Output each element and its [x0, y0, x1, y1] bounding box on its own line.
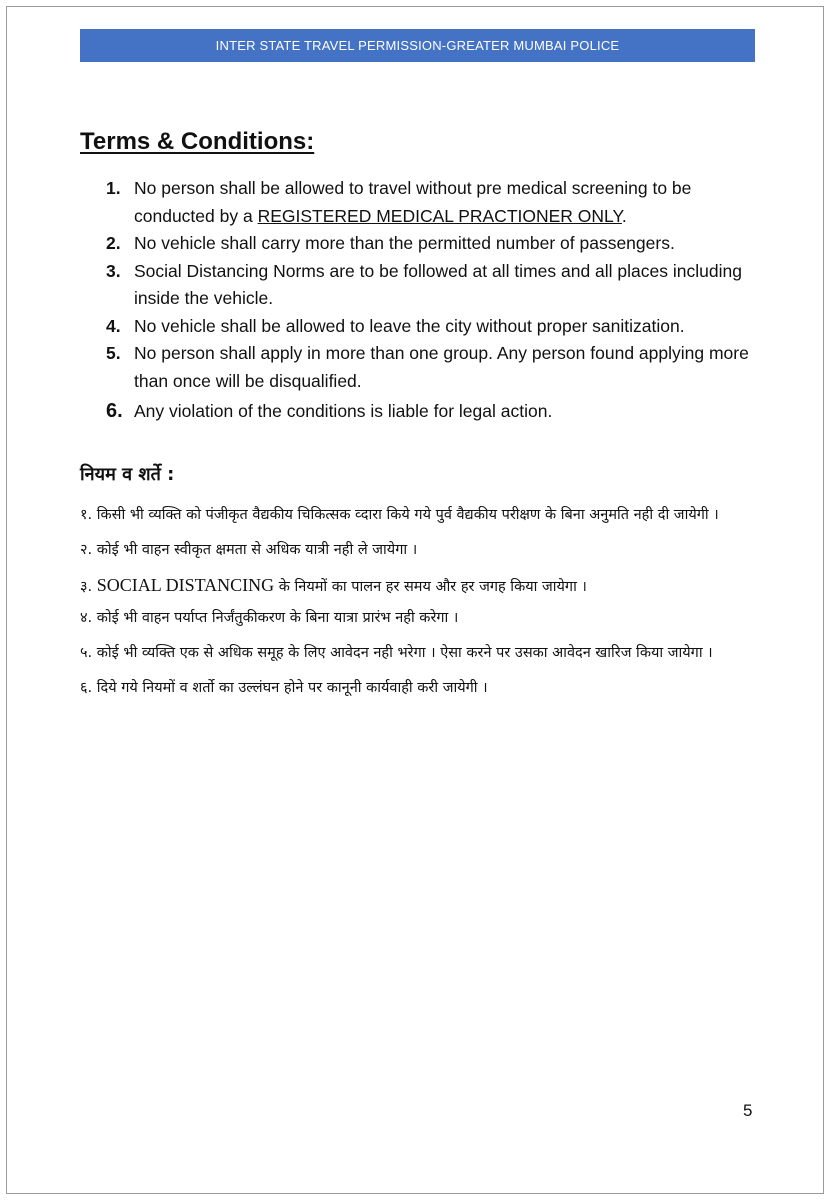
hindi-item-4: [80, 605, 752, 632]
terms-item-text: No vehicle shall be allowed to leave the city without proper sanitization.: [134, 315, 685, 336]
hindi-terms-heading: नियम व शर्ते :: [80, 464, 175, 485]
terms-item-number: 6.: [106, 400, 123, 422]
hindi-item-text: ५. कोई भी व्यक्ति एक से अधिक समूह के लिए आवेदन नही भरेगा । ऐसा करने पर उसका आवेदन खारिज किया जायेगा ।: [80, 645, 713, 661]
terms-item-1: [106, 175, 766, 230]
terms-item-text: No person shall apply in more than one group. Any person found applying more than once will be disqualified.: [134, 343, 749, 391]
terms-item-number: 4.: [106, 315, 121, 336]
terms-item-text: Any violation of the conditions is liable for legal action.: [134, 401, 553, 421]
registered-practitioner-text: REGISTERED MEDICAL PRACTIONER ONLY: [257, 205, 622, 226]
terms-list: [106, 175, 766, 426]
hindi-terms-list: [80, 502, 752, 710]
hindi-item-2: [80, 537, 752, 564]
terms-item-text: No vehicle shall carry more than the permitted number of passengers.: [134, 233, 675, 253]
terms-item-number: 2.: [106, 233, 121, 253]
hindi-item-prefix: ३.: [80, 579, 97, 595]
terms-item-3: [106, 258, 766, 313]
hindi-item-text: १. किसी भी व्यक्ति को पंजीकृत वैद्यकीय चिकित्सक व्दारा किये गये पुर्व वैद्यकीय परीक्षण के बिना अनुमति नही दी जायेगी ।: [80, 507, 719, 523]
page-number: 5: [743, 1101, 753, 1120]
hindi-item-text: २. कोई भी वाहन स्वीकृत क्षमता से अधिक यात्री नही ले जायेगा ।: [80, 542, 418, 558]
terms-item-text: Social Distancing Norms are to be followed at all times and all places including inside the vehicle.: [134, 260, 742, 308]
terms-item-6: [106, 398, 766, 426]
terms-item-number: 5.: [106, 343, 121, 363]
hindi-item-1: [80, 502, 752, 529]
terms-heading: Terms & Conditions:: [80, 128, 315, 155]
terms-item-number: 3.: [106, 260, 121, 281]
hindi-item-suffix: के नियमों का पालन हर समय और हर जगह किया जायेगा ।: [274, 579, 587, 595]
terms-item-4: [106, 313, 766, 341]
hindi-item-text: ६. दिये गये नियमों व शर्तो का उल्लंघन होने पर कानूनी कार्यवाही करी जायेगी ।: [80, 680, 488, 696]
banner-title: INTER STATE TRAVEL PERMISSION-GREATER MUMBAI POLICE: [215, 38, 620, 53]
hindi-item-6: [80, 675, 752, 702]
social-distancing-text: SOCIAL DISTANCING: [96, 575, 275, 595]
terms-item-number: 1.: [106, 178, 121, 198]
terms-item-text-end: .: [621, 205, 627, 226]
hindi-item-5: [80, 640, 752, 667]
terms-item-text: No person shall be allowed to travel without pre medical screening to be conducted by a: [134, 178, 692, 226]
header-banner: [80, 29, 755, 62]
hindi-item-text: ४. कोई भी वाहन पर्याप्त निर्जंतुकीकरण के बिना यात्रा प्रारंभ नही करेगा ।: [80, 610, 459, 626]
terms-item-5: [106, 340, 766, 395]
hindi-item-3: [80, 572, 752, 601]
terms-item-2: [106, 230, 766, 258]
